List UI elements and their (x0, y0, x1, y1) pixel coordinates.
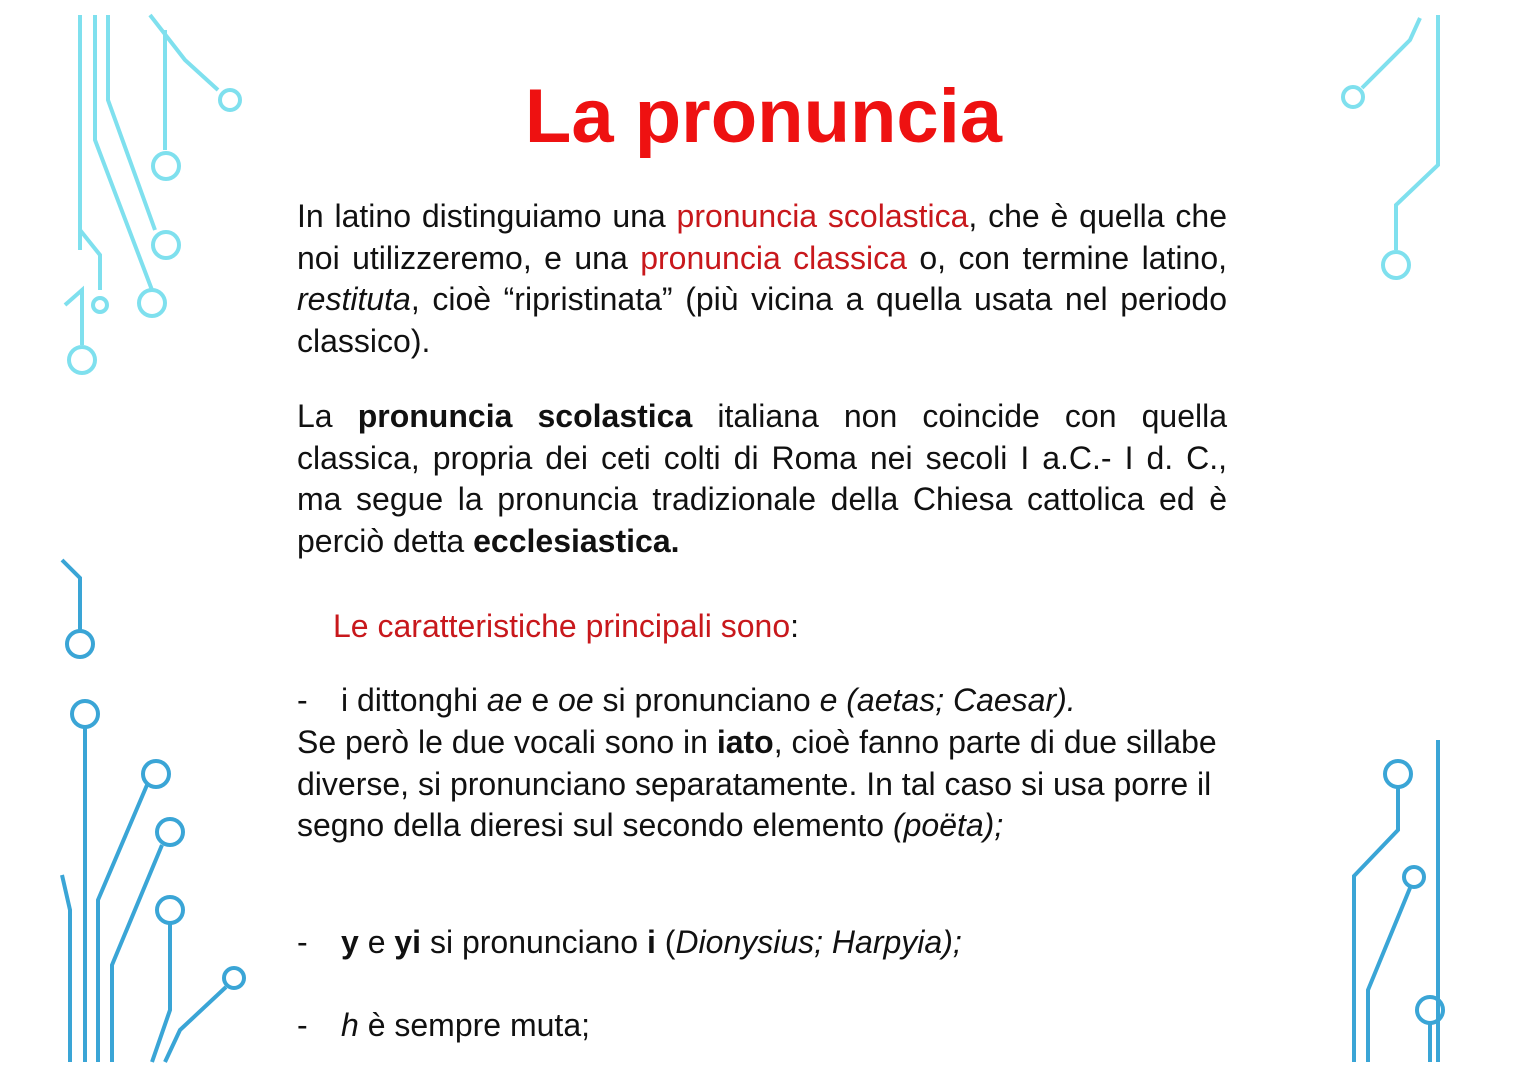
list-item-continuation (297, 722, 1227, 847)
circuit-decoration-top-left-icon (65, 15, 240, 373)
intro-text-4: , cioè “ripristinata” (più vicina a quella usata nel periodo classico). (297, 281, 1227, 359)
circuit-decoration-bottom-right-icon (1354, 740, 1443, 1062)
bold-y: y (341, 924, 359, 960)
intro-paragraph (297, 196, 1227, 362)
term-restituta: restituta (297, 281, 411, 317)
intro-text-2: , che è quella che noi utilizzeremo, e una (297, 198, 1228, 276)
item1-text-1: i dittonghi (341, 682, 487, 718)
list-item (297, 1005, 1227, 1047)
item3-h: h (341, 1007, 359, 1043)
item1-cont-text-2: , cioè fanno parte di due sillabe diverse, si pronunciano separatamente. In tal caso si usa porre il segno della dieresi sul secondo elemento (297, 724, 1217, 843)
list-bullet: - (297, 924, 308, 960)
item2-text-3: ( (655, 924, 676, 960)
list-item-text (297, 1005, 1227, 1047)
characteristics-heading (333, 606, 799, 648)
item1-ae: ae (486, 682, 523, 718)
bold-iato: iato (716, 724, 774, 760)
para2-text-2: italiana non coincide con quella classica, propria dei ceti colti di Roma nei secoli I a.C.- I d. C., ma segue la pronuncia tradizionale della Chiesa cattolica ed è perciò detta (297, 398, 1227, 559)
bold-ecclesiastica: ecclesiastica. (473, 522, 680, 559)
page-title: La pronuncia (524, 74, 1003, 159)
item1-text-2: e (522, 682, 559, 718)
list-bullet: - (297, 682, 308, 718)
item2-text-1: e (358, 924, 395, 960)
list-item (297, 680, 1227, 722)
item2-text-2: si pronunciano (421, 924, 647, 960)
intro-text-3: o, con termine latino, (906, 239, 1228, 276)
bold-yi: yi (394, 924, 422, 960)
item1-oe: oe (558, 682, 594, 718)
item2-example: Dionysius; Harpyia); (675, 924, 962, 960)
characteristics-heading-colon: : (790, 608, 800, 644)
bold-i: i (646, 924, 656, 960)
list-bullet: - (297, 1007, 308, 1043)
item1-example: e (aetas; Caesar). (819, 682, 1076, 718)
ecclesiastica-paragraph (297, 396, 1227, 562)
item1-cont-text-1: Se però le due vocali sono in (297, 724, 717, 760)
list-item-text (297, 680, 1227, 722)
highlight-pronuncia-classica: pronuncia classica (640, 239, 907, 276)
characteristics-heading-text: Le caratteristiche principali sono (333, 608, 791, 644)
item1-text-3: si pronunciano (593, 682, 820, 718)
para2-text-1: La (297, 398, 358, 434)
highlight-pronuncia-scolastica: pronuncia scolastica (676, 198, 969, 234)
item1-poeta: (poëta); (892, 807, 1004, 843)
item3-text-1: è sempre muta; (358, 1007, 590, 1043)
list-item (297, 922, 1227, 964)
list-item-text (297, 922, 1227, 964)
circuit-decoration-bottom-left-icon (62, 560, 244, 1062)
bold-pronuncia-scolastica: pronuncia scolastica (357, 398, 693, 434)
intro-text-1: In latino distinguiamo una (297, 198, 677, 234)
